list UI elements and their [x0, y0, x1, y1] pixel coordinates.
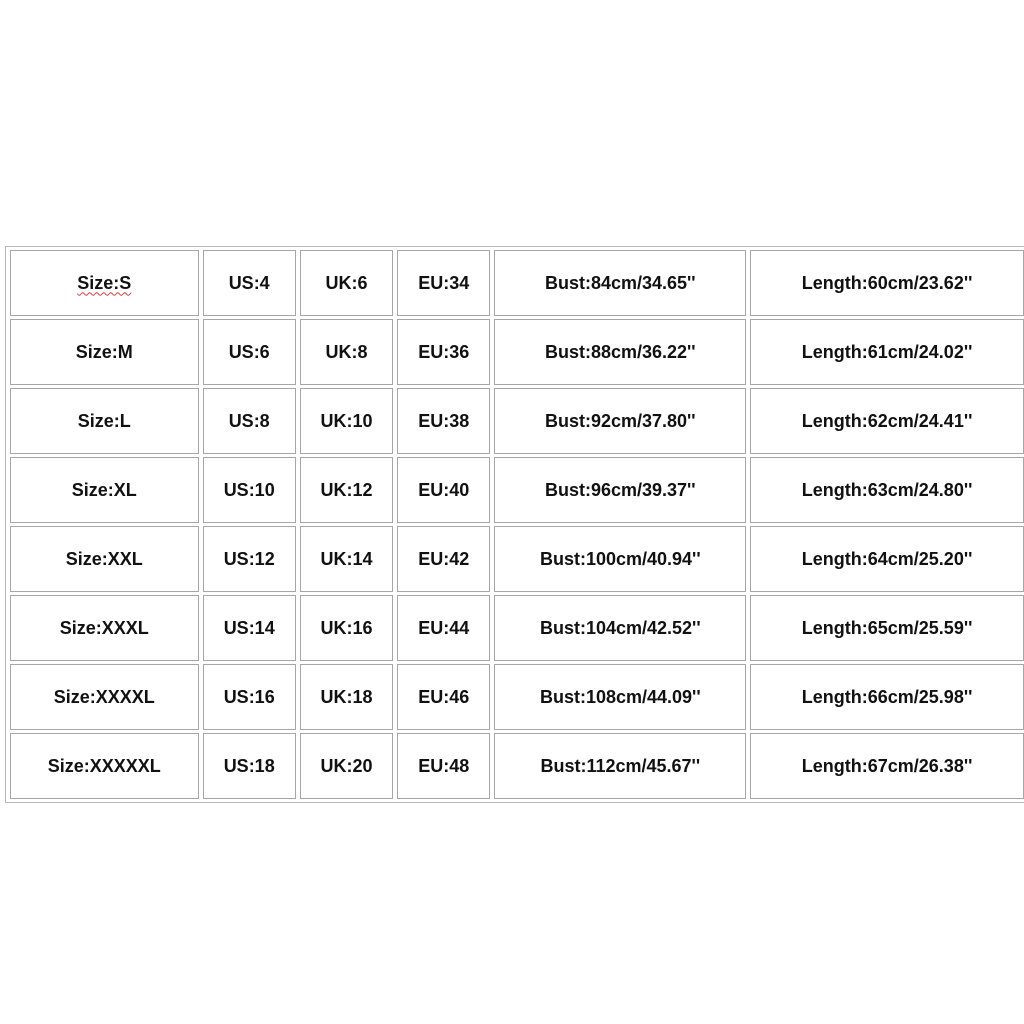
size-cell: Size:XXXL: [10, 595, 199, 661]
eu-size-cell: EU:48: [397, 733, 490, 799]
us-size-cell: US:4: [203, 250, 296, 316]
length-cell: Length:66cm/25.98'': [750, 664, 1024, 730]
bust-cell: Bust:92cm/37.80'': [494, 388, 746, 454]
us-size-cell: US:10: [203, 457, 296, 523]
table-row: [10, 457, 1024, 523]
eu-size-cell: EU:42: [397, 526, 490, 592]
bust-cell: Bust:88cm/36.22'': [494, 319, 746, 385]
length-cell: Length:61cm/24.02'': [750, 319, 1024, 385]
size-cell: Size:XXXXXL: [10, 733, 199, 799]
table-row: [10, 664, 1024, 730]
size-cell: Size:L: [10, 388, 199, 454]
us-size-cell: US:8: [203, 388, 296, 454]
length-cell: Length:65cm/25.59'': [750, 595, 1024, 661]
bust-cell: Bust:96cm/39.37'': [494, 457, 746, 523]
uk-size-cell: UK:10: [300, 388, 393, 454]
uk-size-cell: UK:8: [300, 319, 393, 385]
eu-size-cell: EU:44: [397, 595, 490, 661]
bust-cell: Bust:100cm/40.94'': [494, 526, 746, 592]
size-cell: Size:XXL: [10, 526, 199, 592]
size-chart-table: [5, 246, 1024, 803]
uk-size-cell: UK:18: [300, 664, 393, 730]
length-cell: Length:64cm/25.20'': [750, 526, 1024, 592]
size-cell: Size:M: [10, 319, 199, 385]
uk-size-cell: UK:16: [300, 595, 393, 661]
us-size-cell: US:14: [203, 595, 296, 661]
bust-cell: Bust:108cm/44.09'': [494, 664, 746, 730]
length-cell: Length:67cm/26.38'': [750, 733, 1024, 799]
us-size-cell: US:6: [203, 319, 296, 385]
size-cell: Size:XXXXL: [10, 664, 199, 730]
us-size-cell: US:18: [203, 733, 296, 799]
table-row: [10, 733, 1024, 799]
eu-size-cell: EU:34: [397, 250, 490, 316]
length-cell: Length:62cm/24.41'': [750, 388, 1024, 454]
uk-size-cell: UK:6: [300, 250, 393, 316]
bust-cell: Bust:104cm/42.52'': [494, 595, 746, 661]
table-row: [10, 250, 1024, 316]
size-cell: Size:XL: [10, 457, 199, 523]
uk-size-cell: UK:20: [300, 733, 393, 799]
table-row: [10, 319, 1024, 385]
eu-size-cell: EU:40: [397, 457, 490, 523]
bust-cell: Bust:112cm/45.67'': [494, 733, 746, 799]
length-cell: Length:63cm/24.80'': [750, 457, 1024, 523]
us-size-cell: US:12: [203, 526, 296, 592]
size-cell: [10, 250, 199, 316]
eu-size-cell: EU:38: [397, 388, 490, 454]
length-cell: Length:60cm/23.62'': [750, 250, 1024, 316]
eu-size-cell: EU:36: [397, 319, 490, 385]
us-size-cell: US:16: [203, 664, 296, 730]
uk-size-cell: UK:14: [300, 526, 393, 592]
size-label: Size:S: [77, 272, 132, 293]
bust-cell: Bust:84cm/34.65'': [494, 250, 746, 316]
uk-size-cell: UK:12: [300, 457, 393, 523]
table-row: [10, 388, 1024, 454]
table-row: [10, 595, 1024, 661]
eu-size-cell: EU:46: [397, 664, 490, 730]
table-row: [10, 526, 1024, 592]
